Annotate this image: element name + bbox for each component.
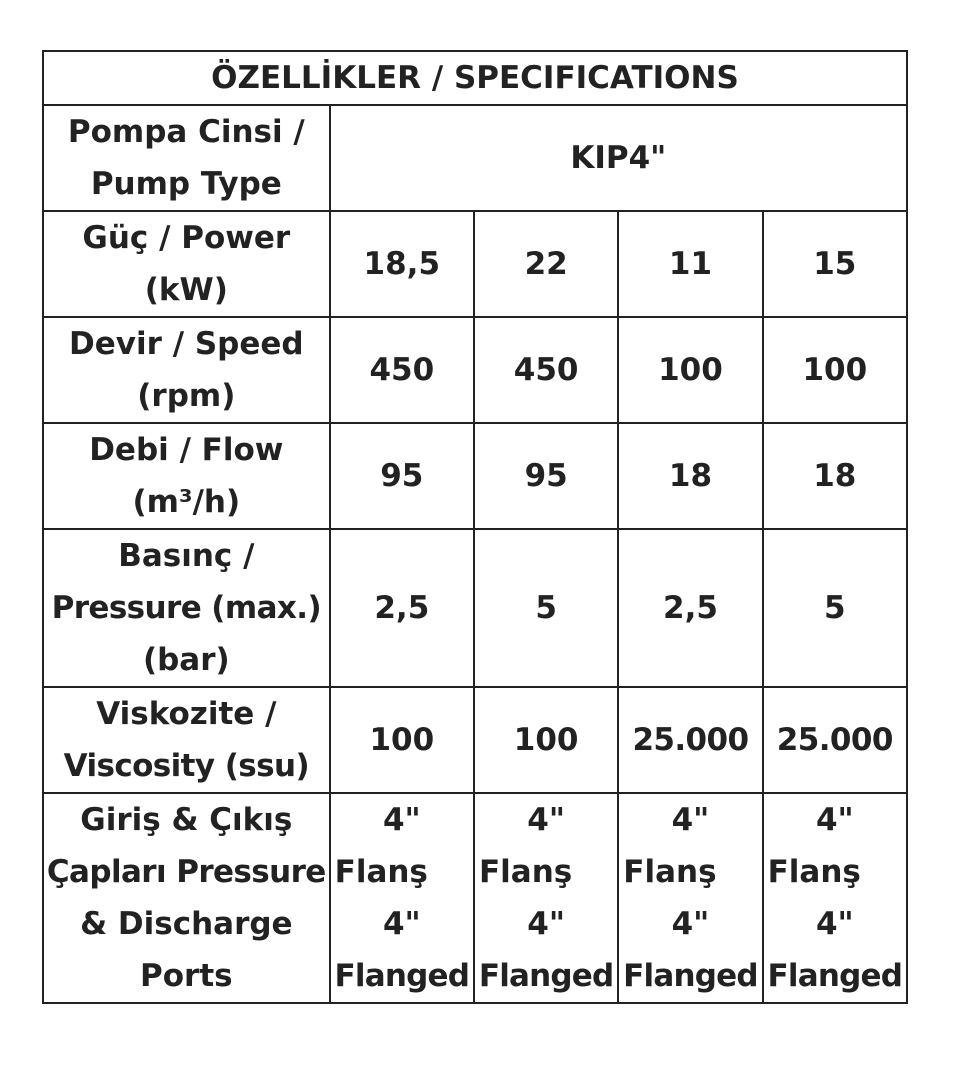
speed-value-2: 450 [474,317,618,423]
row-label-pump-type [43,105,330,211]
ports-value-2-line4: Flanged [478,958,614,994]
pump-type-label-line1: Pompa Cinsi / [67,114,305,150]
ports-value-3-line4: Flanged [623,958,758,994]
ports-value-1-line2: Flanş [334,854,428,890]
flow-value-1: 95 [330,423,474,529]
table-title: ÖZELLİKLER / SPECIFICATIONS [43,51,907,105]
viscosity-label-line2: Viscosity (ssu) [63,748,310,784]
table-row-power [43,211,907,317]
flow-value-3: 18 [618,423,762,529]
table-row-ports [43,793,907,1003]
pressure-value-3: 2,5 [618,529,762,687]
power-value-1: 18,5 [330,211,474,317]
speed-label-line1: Devir / Speed [69,326,304,362]
ports-value-1-line4: Flanged [334,958,470,994]
ports-label-line1: Giriş & Çıkış [80,802,293,838]
ports-value-4-line4: Flanged [767,958,903,994]
ports-value-3 [618,793,762,1003]
row-label-ports [43,793,330,1003]
pump-type-label-line2: Pump Type [90,166,282,202]
ports-value-3-line1: 4" [671,802,710,838]
ports-value-1-line3: 4" [382,906,421,942]
pressure-label-line3: (bar) [142,642,230,678]
table-row-flow [43,423,907,529]
speed-value-4: 100 [763,317,907,423]
ports-label-line3: & Discharge [80,906,293,942]
ports-value-2-line2: Flanş [478,854,573,890]
pump-type-value: KIP4" [330,105,907,211]
row-label-power [43,211,330,317]
ports-value-3-line3: 4" [671,906,710,942]
power-value-3: 11 [618,211,762,317]
title-row [43,51,907,105]
ports-value-2-line3: 4" [527,906,565,942]
ports-value-4-line2: Flanş [767,854,861,890]
viscosity-value-4: 25.000 [763,687,907,793]
ports-value-1 [330,793,474,1003]
row-label-viscosity [43,687,330,793]
row-label-speed [43,317,330,423]
ports-label-line2: Çapları Pressure [46,854,326,890]
viscosity-label-line1: Viskozite / [96,696,277,732]
ports-value-2-line1: 4" [527,802,565,838]
row-label-pressure [43,529,330,687]
power-value-4: 15 [763,211,907,317]
viscosity-value-3: 25.000 [618,687,762,793]
ports-value-4-line1: 4" [815,802,854,838]
speed-label-line2: (rpm) [137,378,236,414]
pressure-value-4: 5 [763,529,907,687]
specifications-table [42,50,908,1004]
viscosity-value-2: 100 [474,687,618,793]
speed-value-3: 100 [618,317,762,423]
flow-value-4: 18 [763,423,907,529]
table-row-pump-type [43,105,907,211]
table-row-speed [43,317,907,423]
ports-value-4-line3: 4" [815,906,854,942]
viscosity-value-1: 100 [330,687,474,793]
table-row-viscosity [43,687,907,793]
table-row-pressure [43,529,907,687]
row-label-flow [43,423,330,529]
flow-value-2: 95 [474,423,618,529]
pressure-label-line2: Pressure (max.) [51,590,322,626]
speed-value-1: 450 [330,317,474,423]
power-label-line2: (kW) [144,272,228,308]
ports-value-3-line2: Flanş [623,854,717,890]
ports-value-2 [474,793,618,1003]
ports-value-4 [763,793,907,1003]
pressure-value-2: 5 [474,529,618,687]
flow-label-line1: Debi / Flow [89,432,284,468]
pressure-value-1: 2,5 [330,529,474,687]
power-value-2: 22 [474,211,618,317]
ports-label-line4: Ports [140,958,233,994]
ports-value-1-line1: 4" [382,802,421,838]
power-label-line1: Güç / Power [82,220,291,256]
pressure-label-line1: Basınç / [118,538,255,574]
flow-label-line2: (m³/h) [132,484,241,520]
